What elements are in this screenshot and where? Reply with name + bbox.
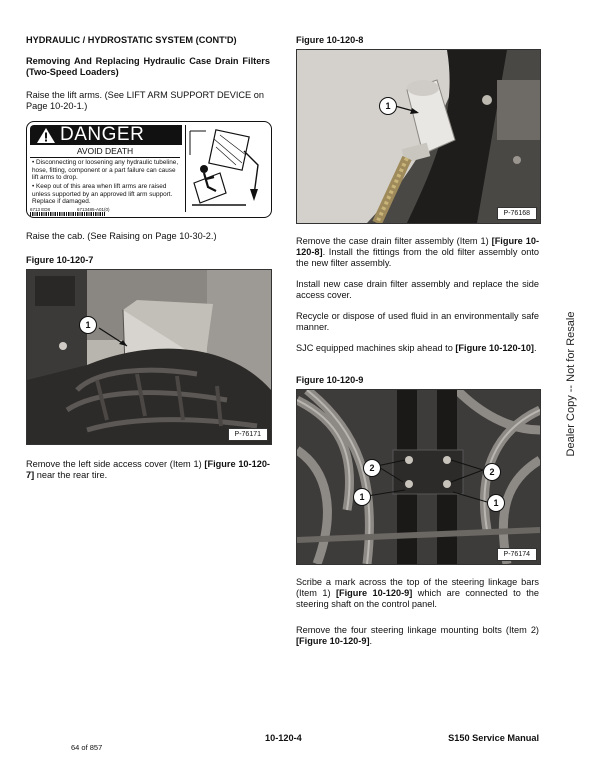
photo-figure-10-120-8	[296, 49, 541, 224]
figure-reference: [Figure 10-120-9]	[335, 588, 413, 598]
footer-page-count: 64 of 857	[71, 743, 103, 752]
paragraph-text: Remove the case drain filter assembly (Item 1)	[296, 236, 492, 246]
paragraph-remove-access-cover	[26, 459, 270, 481]
figure-reference: [Figure 10-120-10]	[455, 343, 534, 353]
decal-code-left: 6713 ED8	[30, 207, 51, 212]
paragraph-install-filter: Install new case drain filter assembly and replace the side access cover.	[296, 279, 539, 300]
paragraph-text: near the rear tire.	[34, 470, 108, 480]
callout-item-1: 1	[79, 316, 97, 334]
paragraph-text: SJC equipped machines skip ahead to	[296, 343, 456, 353]
paragraph-remove-bolts	[296, 625, 539, 647]
warning-triangle-icon	[36, 127, 56, 144]
danger-subheading: AVOID DEATH	[30, 146, 180, 158]
danger-header	[30, 125, 182, 145]
subsection-title: Removing And Replacing Hydraulic Case Drain Filters (Two-Speed Loaders)	[26, 56, 270, 77]
callout-item-1: 1	[379, 97, 397, 115]
figure-reference: [Figure 10-120-9]	[296, 636, 370, 646]
paragraph-raise-cab: Raise the cab. (See Raising on Page 10-30-2.)	[26, 231, 217, 241]
section-title: HYDRAULIC / HYDROSTATIC SYSTEM (CONT'D)	[26, 35, 237, 45]
paragraph-text: Remove the left side access cover (Item 1)	[26, 459, 205, 469]
danger-heading: DANGER	[60, 124, 145, 145]
danger-bullet-2: • Keep out of this area when lift arms are raised unless supported by an approved lift arm support. Replace if damaged.	[32, 183, 173, 206]
lift-arm-hazard-icon	[186, 125, 268, 212]
case-drain-filter-photo	[297, 50, 540, 223]
paragraph-text: which are connected to the steering shaft on the control panel.	[296, 588, 539, 609]
photo-number: P-76171	[228, 428, 268, 441]
paragraph-text: Remove the four steering linkage mounting bolts (Item 2)	[296, 625, 539, 635]
paragraph-remove-filter	[296, 236, 539, 269]
steering-linkage-photo	[297, 390, 540, 564]
photo-number: P-76174	[497, 548, 537, 561]
dealer-copy-watermark: Dealer Copy -- Not for Resale	[565, 311, 577, 457]
paragraph-text: Scribe a mark across the top of the steering linkage bars (Item 1)	[296, 577, 539, 598]
access-cover-photo	[27, 270, 271, 444]
paragraph-text: .	[369, 636, 373, 646]
paragraph-text: . Install the fittings from the old filter assembly onto the new filter assembly.	[296, 247, 539, 268]
callout-item-1-left: 1	[353, 488, 371, 506]
photo-figure-10-120-9	[296, 389, 541, 565]
figure-reference: [Figure 10-120-7]	[26, 459, 270, 480]
figure-caption-10-120-8: Figure 10-120-8	[296, 35, 364, 45]
footer-manual-title: S150 Service Manual	[448, 733, 539, 743]
decal-code-right: 6713485-A01(0)	[77, 207, 110, 212]
footer-page-number: 10-120-4	[265, 733, 302, 743]
paragraph-raise-arms: Raise the lift arms. (See LIFT ARM SUPPORT DEVICE on Page 10-20-1.)	[26, 90, 264, 111]
callout-item-2-right: 2	[483, 463, 501, 481]
callout-item-2-left: 2	[363, 459, 381, 477]
paragraph-recycle-fluid: Recycle or dispose of used fluid in an environmentally safe manner.	[296, 311, 539, 332]
photo-figure-10-120-7	[26, 269, 272, 445]
paragraph-sjc-skip	[296, 343, 539, 354]
callout-item-1-right: 1	[487, 494, 505, 512]
figure-reference: [Figure 10-120-8]	[296, 236, 539, 257]
danger-decal	[26, 121, 272, 218]
figure-caption-10-120-9: Figure 10-120-9	[296, 375, 364, 385]
figure-caption-10-120-7: Figure 10-120-7	[26, 255, 94, 265]
photo-number: P-76168	[497, 207, 537, 220]
danger-pictogram	[185, 125, 268, 212]
paragraph-text: .	[534, 343, 537, 353]
barcode	[30, 212, 105, 216]
paragraph-scribe-mark	[296, 577, 539, 610]
danger-bullet-1: • Disconnecting or loosening any hydraulic tubeline, hose, fitting, component or a part failure can cause lift arms to drop.	[32, 159, 179, 182]
